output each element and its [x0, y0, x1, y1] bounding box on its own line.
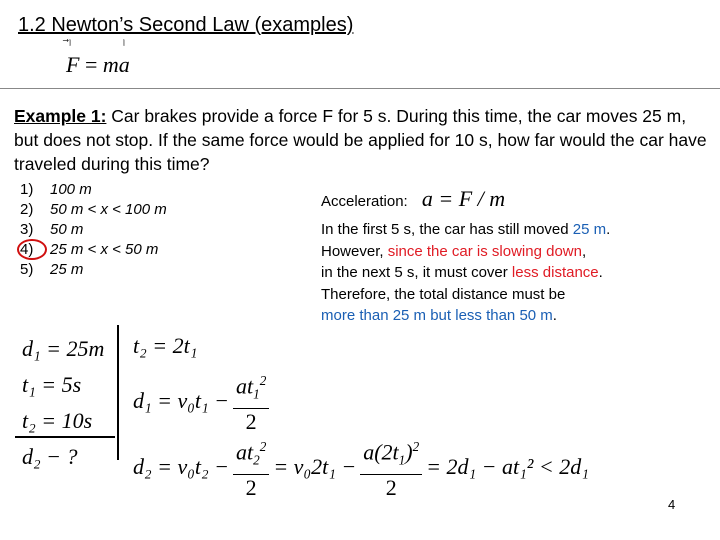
vector-arrow-icon: ˡ [122, 37, 126, 52]
option-number: 1) [20, 181, 34, 198]
fraction: $\frac{at_2^2}{2}$ [233, 434, 269, 501]
vector-arrow-icon: ⃗ˡ [69, 37, 72, 52]
force-symbol: ⃗ˡ F [66, 37, 80, 77]
explanation-line: In the first 5 s, the car has still moved 25 m. [321, 221, 611, 238]
equals-sign: = [84, 52, 103, 77]
d1-lhs: d₁ = v₀t₁ − [133, 388, 230, 414]
explanation-text [321, 219, 610, 327]
newton-equation [66, 37, 130, 78]
option-number: 3) [20, 221, 34, 238]
d2-result: = 2d₁ − at₁² < 2d₁ [426, 454, 589, 480]
given-d1: d₁ = 25m [22, 336, 105, 361]
explanation-line: in the next 5 s, it must cover less distance. [321, 264, 603, 281]
t2-relation: t₂ = 2t₁ [133, 333, 198, 358]
explanation-line: Therefore, the total distance must be [321, 285, 566, 303]
fraction: $\frac{at_1^2}{2}$ [233, 368, 269, 435]
option-row[interactable] [20, 180, 167, 200]
example-problem [14, 104, 714, 176]
option-number: 5) [20, 261, 34, 278]
ma-symbol: ˡ ma [102, 37, 130, 77]
answer-options [20, 180, 167, 280]
fraction: $\frac{a(2t_1)^2}{2}$ [360, 434, 422, 501]
option-text: 25 m [50, 261, 84, 278]
d2-lhs: d₂ = v₀t₂ − [133, 454, 230, 480]
option-text: 100 m [50, 181, 92, 198]
unknown-d2: d₂ − ? [22, 444, 78, 469]
option-number: 2) [20, 201, 34, 218]
option-number: 4) [20, 241, 34, 258]
slide-title: 1.2 Newton’s Second Law (examples) [18, 14, 354, 36]
given-t2: t₂ = 10s [22, 408, 93, 433]
option-text: 50 m [50, 221, 84, 238]
acceleration-label: Acceleration: [321, 193, 408, 210]
correct-answer-circle [17, 239, 47, 260]
divider-line [0, 88, 720, 89]
acceleration-formula: a = F / m [421, 186, 506, 211]
explanation-line: However, since the car is slowing down, [321, 242, 587, 260]
table-vertical-line [117, 325, 119, 460]
example-label: Example 1: [14, 106, 107, 126]
option-text: 50 m < x < 100 m [50, 201, 167, 218]
option-row[interactable] [20, 260, 167, 280]
example-text: Car brakes provide a force F for 5 s. During this time, the car moves 25 m, but does not stop. If the same force would be applied for 10 s, how far would the car have traveled during this time? [14, 106, 707, 174]
page-number: 4 [668, 497, 676, 512]
d2-middle: = v₀2t₁ − [273, 454, 357, 480]
given-t1: t₁ = 5s [22, 372, 82, 397]
d1-equation [133, 368, 273, 435]
option-row[interactable] [20, 220, 167, 240]
option-row[interactable] [20, 200, 167, 220]
table-horizontal-line [15, 436, 115, 438]
explanation-line: more than 25 m but less than 50 m. [321, 307, 557, 324]
option-text: 25 m < x < 50 m [50, 241, 159, 258]
acceleration-line [321, 186, 505, 212]
d2-equation [133, 434, 589, 501]
